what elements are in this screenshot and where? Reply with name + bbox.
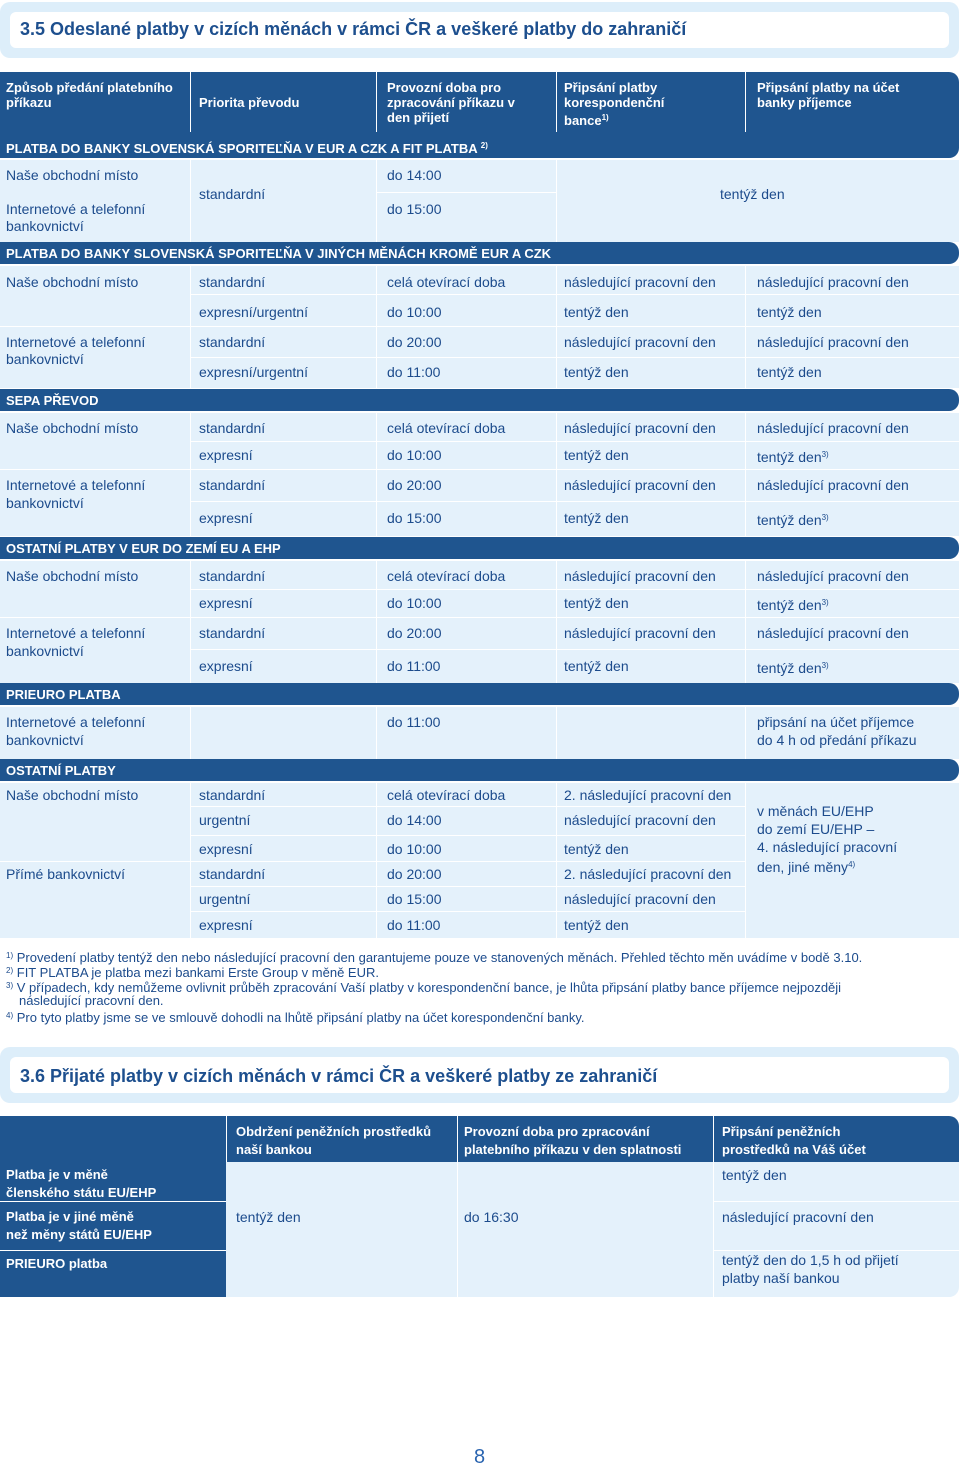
label-channel: Internetové a telefonní	[6, 625, 146, 641]
group-title-3: SEPA PŘEVOD	[6, 393, 99, 408]
header-method: Způsob předání platebního příkazu	[6, 80, 173, 110]
credit-cell: připsání na účet příjemce	[757, 714, 915, 730]
credit-cell: tentýž den	[564, 917, 629, 933]
time-cell: celá otevírací doba	[387, 274, 506, 290]
credit-cell: tentýž den	[564, 364, 629, 380]
time-cell: do 15:00	[387, 201, 442, 217]
priority-cell: expresní/urgentní	[199, 304, 308, 320]
time-cell: do 10:00	[387, 447, 442, 463]
header-priority: Priorita převodu	[199, 95, 300, 110]
label-channel: bankovnictví	[6, 495, 84, 511]
label-channel: bankovnictví	[6, 643, 84, 659]
priority-cell: standardní	[199, 625, 266, 641]
section-title: 3.5 Odeslané platby v cizích měnách v rámci ČR a veškeré platby do zahraničí	[20, 19, 687, 39]
credit-cell: tentýž den	[564, 304, 629, 320]
credit-cell: následující pracovní den	[757, 477, 909, 493]
credit-cell: do 4 h od předání příkazu	[757, 732, 917, 748]
time-cell: celá otevírací doba	[387, 568, 506, 584]
group-body-3	[0, 413, 959, 536]
credit-cell: 4. následující pracovní	[757, 839, 898, 855]
label-channel: Naše obchodní místo	[6, 167, 139, 183]
priority-cell: standardní	[199, 274, 266, 290]
group-body-6	[0, 783, 959, 938]
credit-cell: následující pracovní den	[757, 568, 909, 584]
row-label-other: Platba je v jiné měně než měny států EU/EHP	[6, 1209, 152, 1242]
priority-cell: expresní	[199, 841, 253, 857]
group-title-1: PLATBA DO BANKY SLOVENSKÁ SPORITEĽŇA V EUR A CZK A FIT PLATBA	[6, 141, 478, 156]
time-cell: do 10:00	[387, 595, 442, 611]
priority-cell: standardní	[199, 787, 266, 803]
credit-cell: platby naší bankou	[722, 1270, 840, 1286]
group-band-1: PLATBA DO BANKY SLOVENSKÁ SPORITEĽŇA V EUR A CZK A FIT PLATBA $^{2)}$	[0, 132, 959, 158]
credit-cell: následující pracovní den	[757, 334, 909, 350]
footnote-4: $^{4)}$ Pro tyto platby jsme se ve smlouvě dohodli na lhůtě připsání platby na účet korespondenční banky.	[6, 1010, 585, 1025]
group-title-2: PLATBA DO BANKY SLOVENSKÁ SPORITEĽŇA V JINÝCH MĚNÁCH KROMĚ EUR A CZK	[6, 246, 552, 261]
header-receipt: Obdržení peněžních prostředků naší bankou	[236, 1124, 432, 1157]
section-title-bar	[0, 2, 959, 58]
priority-cell: urgentní	[199, 891, 251, 907]
page-number: 8	[473, 1446, 486, 1468]
time-cell: do 15:00	[387, 510, 442, 526]
group-band-5	[0, 683, 959, 705]
header-processing-2: Provozní doba pro zpracování platebního příkazu v den splatnosti	[464, 1124, 682, 1157]
group-band-2	[0, 242, 959, 264]
label-channel: Naše obchodní místo	[6, 420, 139, 436]
receipt-cell: tentýž den	[236, 1209, 301, 1225]
time-cell: do 11:00	[387, 658, 441, 674]
credit-cell: následující pracovní den	[564, 568, 716, 584]
credit-cell: do zemí EU/EHP –	[757, 821, 875, 837]
table2-body	[226, 1162, 959, 1297]
time-cell: do 20:00	[387, 477, 442, 493]
row-label-eu: Platba je v měně členského státu EU/EHP	[6, 1167, 157, 1200]
credit-cell: následující pracovní den	[564, 812, 716, 828]
time-cell: do 11:00	[387, 714, 441, 730]
section-title-2: 3.6 Přijaté platby v cizích měnách v rámci ČR a veškeré platby ze zahraničí	[20, 1066, 658, 1086]
footnote-2: $^{2)}$ FIT PLATBA je platba mezi bankami Erste Group v měně EUR.	[6, 965, 379, 980]
credit-cell: tentýž den	[564, 658, 629, 674]
row-label-prieuro: PRIEURO platba	[6, 1256, 108, 1271]
credit-cell: následující pracovní den	[564, 891, 716, 907]
time-cell: do 11:00	[387, 917, 441, 933]
time-cell: do 20:00	[387, 334, 442, 350]
group-band-3	[0, 389, 959, 411]
credit-cell: tentýž den	[722, 1167, 787, 1183]
label-channel: bankovnictví	[6, 732, 84, 748]
credit-cell: v měnách EU/EHP	[757, 803, 874, 819]
label-channel: Naše obchodní místo	[6, 787, 139, 803]
group-title-5: PRIEURO PLATBA	[6, 687, 121, 702]
priority-cell: expresní	[199, 510, 253, 526]
credit-cell: tentýž den	[757, 304, 822, 320]
group-body-1	[0, 160, 959, 242]
credit-cell: tentýž den$^{3)}$	[757, 449, 829, 465]
credit-cell: následující pracovní den	[757, 625, 909, 641]
header-recipient-bank: Připsání platby na účet banky příjemce	[757, 80, 900, 110]
time-cell: do 20:00	[387, 866, 442, 882]
time-cell: celá otevírací doba	[387, 787, 506, 803]
credit-cell: tentýž den$^{3)}$	[757, 512, 829, 528]
priority-cell: standardní	[199, 420, 266, 436]
credit-cell: následující pracovní den	[564, 274, 716, 290]
credit-cell: tentýž den	[564, 841, 629, 857]
section-title-bar-2	[0, 1047, 959, 1103]
credit-cell: následující pracovní den	[722, 1209, 874, 1225]
label-channel: Internetové a telefonní	[6, 201, 146, 217]
group-title-4: OSTATNÍ PLATBY V EUR DO ZEMÍ EU A EHP	[6, 541, 281, 556]
priority-cell: standardní	[199, 477, 266, 493]
time-cell: do 10:00	[387, 841, 442, 857]
credit-cell: tentýž den do 1,5 h od přijetí	[722, 1252, 899, 1268]
label-channel: Naše obchodní místo	[6, 274, 139, 290]
priority-cell: expresní	[199, 447, 253, 463]
time-cell: do 15:00	[387, 891, 442, 907]
group-title-6: OSTATNÍ PLATBY	[6, 763, 116, 778]
priority-cell: standardní	[199, 866, 266, 882]
credit-cell: následující pracovní den	[564, 625, 716, 641]
credit-cell: 2. následující pracovní den	[564, 866, 732, 882]
header-credit: Připsání peněžních prostředků na Váš účet	[722, 1124, 866, 1157]
priority-cell: standardní	[199, 186, 266, 202]
footnote-3-cont: následující pracovní den.	[19, 993, 164, 1008]
label-channel: Internetové a telefonní	[6, 714, 146, 730]
table2-header	[0, 1116, 959, 1162]
time-cell: do 20:00	[387, 625, 442, 641]
label-channel: bankovnictví	[6, 218, 84, 234]
group-band-6	[0, 759, 959, 781]
credit-cell: tentýž den	[720, 186, 785, 202]
credit-cell: tentýž den	[564, 595, 629, 611]
time-cell: do 14:00	[387, 167, 442, 183]
time-cell: do 14:00	[387, 812, 442, 828]
credit-cell: následující pracovní den	[757, 274, 909, 290]
group-body-2	[0, 266, 959, 388]
credit-cell: tentýž den$^{3)}$	[757, 597, 829, 613]
credit-cell: den, jiné měny$^{4)}$	[757, 859, 856, 875]
credit-cell: tentýž den	[564, 447, 629, 463]
footnote-1: $^{1)}$ Provedení platby tentýž den nebo následující pracovní den garantujeme pouze ve stanovených měnách. Přehled těchto měn uvádíme v bodě 3.10.	[6, 950, 863, 965]
label-channel: Přímé bankovnictví	[6, 866, 126, 882]
processing-cell: do 16:30	[464, 1209, 519, 1225]
table2-row-labels	[0, 1162, 226, 1297]
priority-cell: expresní	[199, 595, 253, 611]
label-channel: Internetové a telefonní	[6, 477, 146, 493]
credit-cell: tentýž den	[564, 510, 629, 526]
time-cell: celá otevírací doba	[387, 420, 506, 436]
label-channel: Internetové a telefonní	[6, 334, 146, 350]
time-cell: do 11:00	[387, 364, 441, 380]
group-band-4	[0, 537, 959, 559]
priority-cell: urgentní	[199, 812, 251, 828]
priority-cell: standardní	[199, 334, 266, 350]
credit-cell: následující pracovní den	[757, 420, 909, 436]
priority-cell: expresní	[199, 917, 253, 933]
priority-cell: standardní	[199, 568, 266, 584]
header-processing: Provozní doba pro zpracování příkazu v den přijetí	[387, 80, 515, 125]
credit-cell: následující pracovní den	[564, 420, 716, 436]
credit-cell: následující pracovní den	[564, 334, 716, 350]
credit-cell: tentýž den$^{3)}$	[757, 660, 829, 676]
credit-cell: následující pracovní den	[564, 477, 716, 493]
priority-cell: expresní	[199, 658, 253, 674]
group-body-5	[0, 707, 959, 759]
label-channel: bankovnictví	[6, 351, 84, 367]
credit-cell: 2. následující pracovní den	[564, 787, 732, 803]
table-header	[0, 72, 959, 132]
group-body-4	[0, 561, 959, 683]
priority-cell: expresní/urgentní	[199, 364, 308, 380]
label-channel: Naše obchodní místo	[6, 568, 139, 584]
credit-cell: tentýž den	[757, 364, 822, 380]
time-cell: do 10:00	[387, 304, 442, 320]
footnote-3: $^{3)}$ V případech, kdy nemůžeme ovlivnit průběh zpracování Vaší platby v korespondenční bance, je lhůta připsání platby bance příjemce nejpozději	[6, 980, 842, 995]
header-correspondent: Připsání platby korespondenční bance$^{1)}$	[564, 80, 665, 128]
